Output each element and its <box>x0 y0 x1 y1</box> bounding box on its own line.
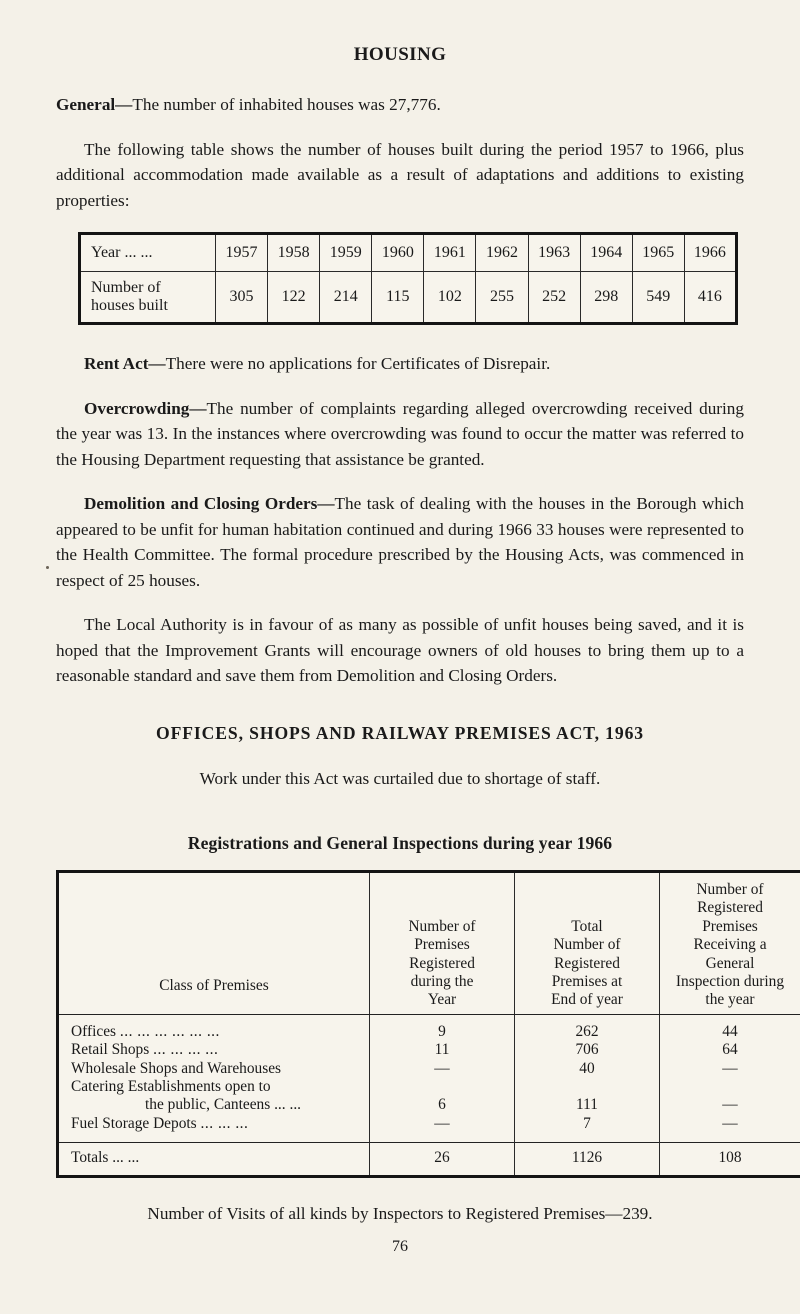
row-sublabel-text: the public, Canteens ... ... <box>145 1096 302 1114</box>
header-line: Year <box>427 991 457 1009</box>
houses-built-cell: 549 <box>632 272 684 324</box>
totals-general-inspection: 108 <box>660 1143 800 1176</box>
year-cell: 1958 <box>268 234 320 272</box>
row-label-houses-built <box>80 272 216 324</box>
paragraph-rent-act-text: There were no applications for Certificates of Disrepair. <box>165 354 551 373</box>
cell-total-registered-end: 706 <box>515 1041 660 1059</box>
header-line: End of year <box>551 991 623 1009</box>
header-line: Registered <box>697 899 763 917</box>
registrations-table-wrapper <box>56 870 785 1178</box>
houses-built-cell: 305 <box>216 272 268 324</box>
cell-general-inspection: — <box>660 1060 800 1078</box>
cell-general-inspection: 44 <box>660 1014 800 1041</box>
table-row <box>58 1041 800 1059</box>
houses-built-cell: 255 <box>476 272 528 324</box>
year-cell: 1960 <box>372 234 424 272</box>
totals-total-registered-end: 1126 <box>515 1143 660 1176</box>
header-line: Number of <box>408 917 476 935</box>
table-row <box>58 1060 800 1078</box>
table-row-houses-built <box>80 272 737 324</box>
header-line: the year <box>705 991 755 1009</box>
paragraph-overcrowding-lead: Overcrowding— <box>84 398 207 418</box>
houses-built-cell: 416 <box>684 272 736 324</box>
table-row <box>58 1078 800 1096</box>
margin-speck <box>46 566 49 569</box>
paragraph-local-authority: The Local Authority is in favour of as many as possible of unfit houses being saved, and it is hoped that the Improvement Grants will encourage owners of old houses to bring them up to a reasonable standard and save them from Demolition and Closing Orders. <box>56 615 744 685</box>
row-label-text: Catering Establishments open to <box>71 1078 271 1096</box>
table-row <box>58 1096 800 1114</box>
row-label-offices <box>58 1014 370 1041</box>
cell-general-inspection: — <box>660 1115 800 1143</box>
row-label-catering-establishments <box>58 1078 370 1096</box>
page-content <box>56 44 785 1224</box>
footer-note: Number of Visits of all kinds by Inspectors to Registered Premises—239. <box>147 1203 653 1223</box>
row-label-text: Offices <box>71 1022 117 1040</box>
registrations-table <box>56 870 800 1178</box>
paragraph-rent-act <box>56 351 744 377</box>
header-line: Inspection during <box>675 973 785 991</box>
header-line: General <box>705 954 755 972</box>
header-line: Total <box>571 917 603 935</box>
row-label-year: Year ... ... <box>80 234 216 272</box>
table-row <box>58 1014 800 1041</box>
cell-registered-during-year: 11 <box>370 1041 515 1059</box>
row-label-line1: Number of <box>91 279 161 296</box>
row-label-wholesale-shops <box>58 1060 370 1078</box>
table-header-row <box>58 872 800 1015</box>
page-number: 76 <box>392 1238 408 1255</box>
row-label-text: Retail Shops <box>71 1041 150 1059</box>
houses-built-cell: 102 <box>424 272 476 324</box>
totals-label: Totals ... ... <box>58 1143 370 1176</box>
cell-registered-during-year: 6 <box>370 1096 515 1114</box>
header-line: Registered <box>409 954 475 972</box>
cell-total-registered-end: 111 <box>515 1096 660 1114</box>
offices-act-body: Work under this Act was curtailed due to shortage of staff. <box>199 768 601 788</box>
cell-general-inspection: 64 <box>660 1041 800 1059</box>
header-line: Premises <box>414 936 470 954</box>
houses-built-table-wrapper <box>56 232 744 325</box>
header-line: during the <box>410 973 474 991</box>
year-cell: 1961 <box>424 234 476 272</box>
houses-built-cell: 252 <box>528 272 580 324</box>
paragraph-general-text: The number of inhabited houses was 27,776. <box>132 95 441 114</box>
cell-registered-during-year: 9 <box>370 1014 515 1041</box>
row-label-line2: houses built <box>91 297 168 314</box>
row-label-retail-shops <box>58 1041 370 1059</box>
header-line: Registered <box>554 954 620 972</box>
paragraph-general-lead: General— <box>56 95 133 114</box>
houses-built-table <box>78 232 738 325</box>
offices-act-heading: OFFICES, SHOPS AND RAILWAY PREMISES ACT, 1963 <box>156 722 644 743</box>
paragraph-general <box>56 92 744 118</box>
year-cell: 1966 <box>684 234 736 272</box>
table-row-totals <box>58 1143 800 1176</box>
header-line: Number of <box>696 881 764 898</box>
row-label-text: Wholesale Shops and Warehouses <box>71 1059 282 1077</box>
header-line: Premises at <box>551 973 623 991</box>
year-cell: 1959 <box>320 234 372 272</box>
houses-built-cell: 214 <box>320 272 372 324</box>
row-label-catering-sub <box>58 1096 370 1114</box>
houses-built-cell: 298 <box>580 272 632 324</box>
paragraph-intro: The following table shows the number of houses built during the period 1957 to 1966, plus additional accommodation made available as a result of adaptations and additions to existing properties: <box>56 139 744 210</box>
registrations-heading: Registrations and General Inspections during year 1966 <box>187 833 613 853</box>
dot-leader: ... ... ... ... ... ... <box>119 1022 220 1040</box>
paragraph-overcrowding <box>56 396 744 473</box>
header-line: Receiving a <box>693 936 767 954</box>
year-cell: 1957 <box>216 234 268 272</box>
page-title: HOUSING <box>353 44 447 65</box>
header-class-of-premises: Class of Premises <box>58 872 370 1015</box>
paragraph-demolition <box>56 491 744 593</box>
year-cell: 1964 <box>580 234 632 272</box>
cell-total-registered-end: 262 <box>515 1014 660 1041</box>
paragraph-overcrowding-text: The number of complaints regarding alleged overcrowding received during the year was 13. In the instances where overcrowding was found to occur the matter was referred to the Housing Department requesting that assistance be granted. <box>56 398 744 469</box>
cell-spacer <box>660 1078 800 1096</box>
cell-registered-during-year: — <box>370 1115 515 1143</box>
dot-leader: ... ... ... <box>200 1114 249 1132</box>
year-cell: 1963 <box>528 234 580 272</box>
year-cell: 1965 <box>632 234 684 272</box>
cell-total-registered-end: 40 <box>515 1060 660 1078</box>
table-row <box>58 1115 800 1143</box>
header-line: Number of <box>553 936 621 954</box>
houses-built-cell: 122 <box>268 272 320 324</box>
header-total-registered-end-of-year <box>515 872 660 1015</box>
paragraph-rent-act-lead: Rent Act— <box>84 354 166 373</box>
cell-registered-during-year: — <box>370 1060 515 1078</box>
row-label-fuel-storage-depots <box>58 1115 370 1143</box>
header-premises-registered-during-year <box>370 872 515 1015</box>
cell-spacer <box>515 1078 660 1096</box>
row-label-text: Fuel Storage Depots <box>71 1114 197 1132</box>
cell-spacer <box>370 1078 515 1096</box>
cell-total-registered-end: 7 <box>515 1115 660 1143</box>
header-line: Premises <box>702 917 758 935</box>
totals-registered-during-year: 26 <box>370 1143 515 1176</box>
cell-general-inspection: — <box>660 1096 800 1114</box>
table-row-year <box>80 234 737 272</box>
header-general-inspection <box>660 872 800 1015</box>
paragraph-demolition-lead: Demolition and Closing Orders— <box>84 494 335 513</box>
dot-leader: ... ... ... ... <box>153 1041 219 1059</box>
year-cell: 1962 <box>476 234 528 272</box>
paragraph-demolition-text: The task of dealing with the houses in the Borough which appeared to be unfit for human habitation continued and during 1966 33 houses were represented to the Health Committee. The formal procedure prescribed by the Housing Acts, was commenced in respect of 25 houses. <box>56 494 745 590</box>
houses-built-cell: 115 <box>372 272 424 324</box>
